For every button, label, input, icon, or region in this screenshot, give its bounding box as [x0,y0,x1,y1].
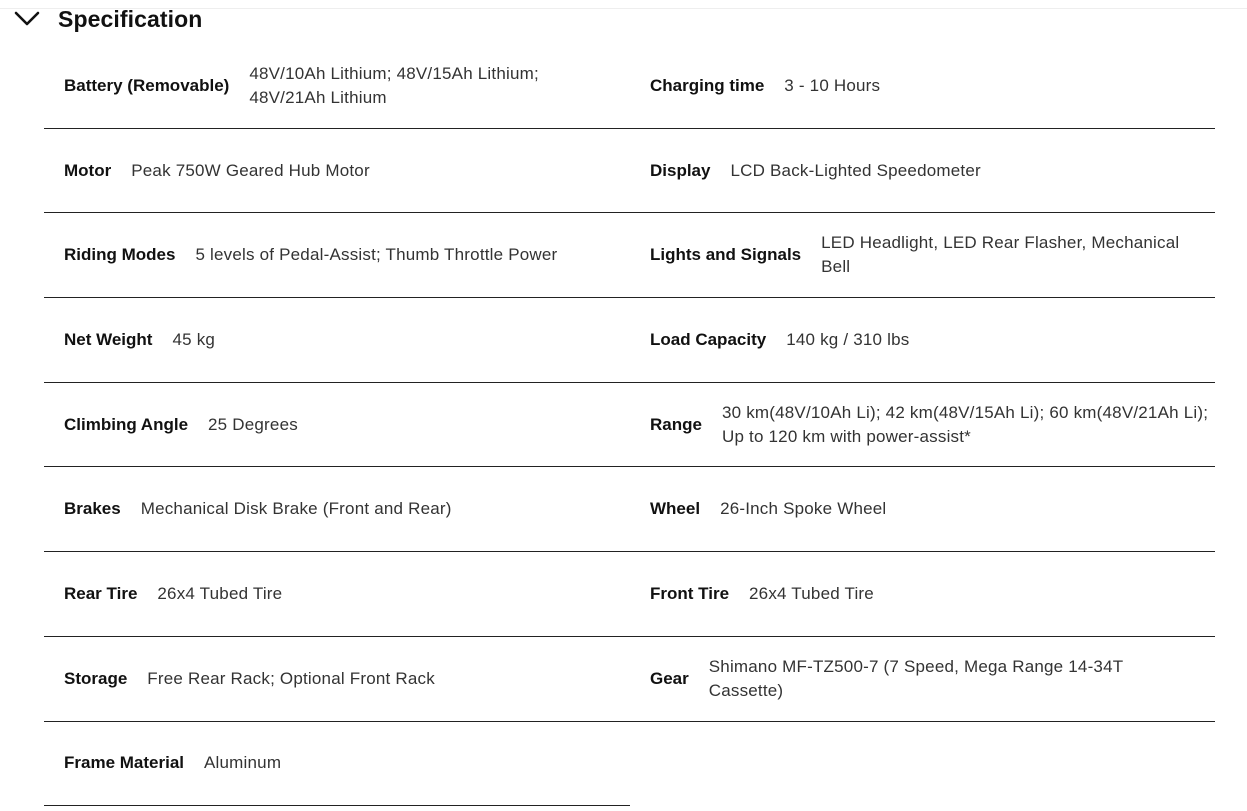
spec-row-storage [44,637,630,722]
spec-value: LCD Back-Lighted Speedometer [730,160,981,180]
spec-value: Mechanical Disk Brake (Front and Rear) [140,499,452,519]
spec-value: 140 kg / 310 lbs [786,329,910,349]
spec-value: 26x4 Tubed Tire [157,583,283,603]
spec-label: Net Weight [64,329,153,349]
spec-row-range [630,383,1215,468]
spec-label: Charging time [650,75,765,95]
spec-label: Gear [650,668,689,688]
spec-label: Frame Material [64,753,184,773]
spec-row-gear [630,637,1215,722]
spec-label: Climbing Angle [64,414,189,434]
spec-label: Storage [64,668,128,688]
spec-value: LED Headlight, LED Rear Flasher, Mechanical Bell [821,233,1180,277]
spec-value: 3 - 10 Hours [784,75,881,95]
spec-label: Rear Tire [64,583,138,603]
chevron-down-icon[interactable] [13,7,41,31]
spec-label: Riding Modes [64,245,176,265]
spec-value: 45 kg [172,329,216,349]
spec-label: Brakes [64,499,121,519]
spec-row-load-capacity [630,298,1215,383]
spec-row-front-tire [630,552,1215,637]
spec-row-frame-material [44,722,630,807]
spec-value: Shimano MF-TZ500-7 (7 Speed, Mega Range 14-34T Cassette) [708,656,1124,700]
spec-value: Free Rear Rack; Optional Front Rack [147,668,435,688]
spec-value: 26x4 Tubed Tire [749,583,874,603]
spec-row-riding-modes [44,213,630,298]
spec-label: Motor [64,160,112,180]
spec-row-net-weight [44,298,630,383]
spec-value: 26-Inch Spoke Wheel [720,499,887,519]
spec-value: Peak 750W Geared Hub Motor [131,160,370,180]
spec-row-motor [44,129,630,214]
spec-row-charging-time [630,44,1215,129]
specification-toggle[interactable] [13,2,202,36]
spec-row-climbing-angle [44,383,630,468]
spec-label: Lights and Signals [650,245,802,265]
spec-row-wheel [630,467,1215,552]
spec-row-display [630,129,1215,214]
section-title: Specification [58,5,203,32]
spec-table [44,44,1215,806]
spec-value: 48V/10Ah Lithium; 48V/15Ah Lithium; 48V/21Ah Lithium [249,63,539,107]
spec-row-lights-signals [630,213,1215,298]
spec-row-battery [44,44,630,129]
spec-label: Display [650,160,711,180]
spec-value: 5 levels of Pedal-Assist; Thumb Throttle Power [195,245,558,265]
spec-label: Range [650,414,702,434]
spec-value: 30 km(48V/10Ah Li); 42 km(48V/15Ah Li); 60 km(48V/21Ah Li); Up to 120 km with power-assist* [721,402,1209,446]
spec-row-rear-tire [44,552,630,637]
spec-label: Wheel [650,499,701,519]
spec-label: Front Tire [650,583,730,603]
spec-label: Load Capacity [650,329,767,349]
spec-label: Battery (Removable) [64,75,230,95]
spec-value: 25 Degrees [208,414,298,434]
spec-row-brakes [44,467,630,552]
spec-value: Aluminum [204,753,282,773]
